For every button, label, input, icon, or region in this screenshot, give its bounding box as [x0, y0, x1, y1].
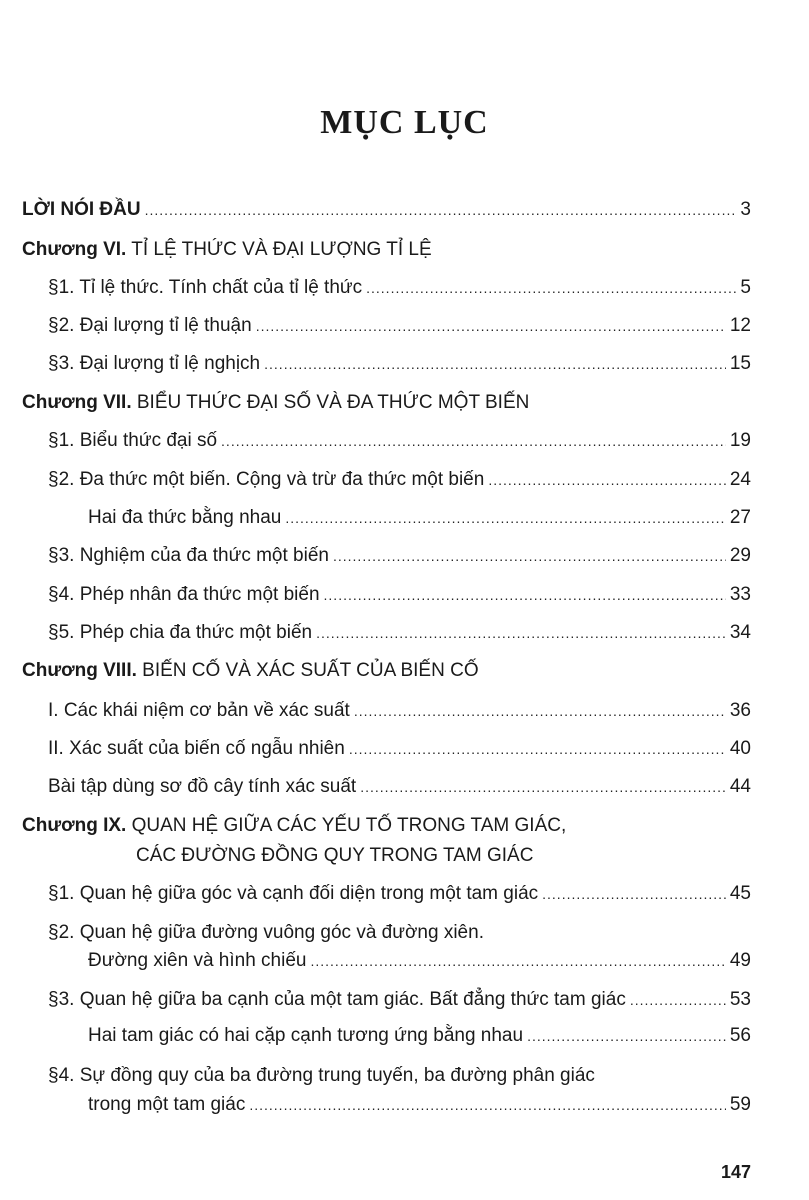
toc-row[interactable] [48, 775, 751, 799]
toc-page: 5 [740, 277, 751, 298]
toc-label: trong một tam giác [88, 1094, 246, 1115]
page-title: MỤC LỤC [320, 104, 489, 141]
dot-leader [264, 352, 726, 376]
page-number: 147 [720, 1162, 751, 1182]
toc-page: 24 [729, 469, 751, 490]
toc-row[interactable] [48, 699, 751, 723]
dot-leader [310, 949, 725, 973]
chapter-title-continued: CÁC ĐƯỜNG ĐỒNG QUY TRONG TAM GIÁC [136, 845, 534, 866]
toc-label: Hai đa thức bằng nhau [88, 507, 282, 528]
toc-row[interactable] [48, 882, 751, 906]
toc-label: §1. Biểu thức đại số [48, 430, 218, 451]
toc-row[interactable] [48, 314, 751, 338]
toc-page: 19 [729, 430, 751, 451]
toc-row[interactable] [48, 276, 751, 300]
toc-page: 34 [729, 622, 751, 643]
toc-page: 3 [740, 199, 751, 220]
toc-page: 15 [729, 353, 751, 374]
toc-row[interactable] [88, 949, 751, 973]
dot-leader [349, 737, 726, 761]
toc-page: 33 [729, 584, 751, 605]
toc-row[interactable] [48, 544, 751, 568]
toc-page: 12 [729, 315, 751, 336]
toc-page: 40 [729, 738, 751, 759]
chapter-title: TỈ LỆ THỨC VÀ ĐẠI LƯỢNG TỈ LỆ [131, 239, 432, 260]
chapter-heading-8 [22, 659, 479, 683]
toc-label: Đường xiên và hình chiếu [88, 950, 307, 971]
toc-row[interactable] [48, 988, 751, 1012]
chapter-title: BIẾN CỐ VÀ XÁC SUẤT CỦA BIẾN CỐ [142, 660, 479, 681]
toc-label-line1: §2. Quan hệ giữa đường vuông góc và đường xiên. [48, 922, 484, 943]
chapter-heading-6 [22, 238, 432, 262]
toc-label: §3. Quan hệ giữa ba cạnh của một tam giác. Bất đẳng thức tam giác [48, 989, 626, 1010]
toc-row[interactable] [48, 352, 751, 376]
toc-row[interactable] [48, 621, 751, 645]
toc-label: §5. Phép chia đa thức một biến [48, 622, 313, 643]
toc-page: 44 [729, 776, 751, 797]
dot-leader [527, 1024, 726, 1048]
toc-page: 45 [729, 883, 751, 904]
toc-row[interactable] [48, 737, 751, 761]
toc-label: Bài tập dùng sơ đồ cây tính xác suất [48, 776, 357, 797]
toc-label-line1: §4. Sự đồng quy của ba đường trung tuyến, ba đường phân giác [48, 1065, 595, 1086]
dot-leader [256, 314, 726, 338]
toc-label: §2. Đại lượng tỉ lệ thuận [48, 315, 252, 336]
dot-leader [221, 429, 726, 453]
toc-page: 49 [729, 950, 751, 971]
toc-label: Hai tam giác có hai cặp cạnh tương ứng bằng nhau [88, 1025, 524, 1046]
dot-leader [354, 699, 726, 723]
toc-label: §3. Đại lượng tỉ lệ nghịch [48, 353, 261, 374]
dot-leader [488, 468, 726, 492]
toc-page: 53 [729, 989, 751, 1010]
dot-leader [333, 544, 726, 568]
dot-leader [366, 276, 736, 300]
chapter-title: QUAN HỆ GIỮA CÁC YẾU TỐ TRONG TAM GIÁC, [131, 815, 567, 836]
toc-label: §3. Nghiệm của đa thức một biến [48, 545, 329, 566]
toc-row[interactable] [48, 583, 751, 607]
toc-row-preface[interactable] [22, 198, 751, 222]
chapter-title: BIỂU THỨC ĐẠI SỐ VÀ ĐA THỨC MỘT BIẾN [136, 392, 530, 413]
toc-page: 27 [729, 507, 751, 528]
toc-label: §1. Quan hệ giữa góc và cạnh đối diện trong một tam giác [48, 883, 539, 904]
toc-label: §2. Đa thức một biến. Cộng và trừ đa thức một biến [48, 469, 485, 490]
toc-row[interactable] [48, 468, 751, 492]
chapter-prefix: Chương VII. [22, 392, 132, 413]
dot-leader [324, 583, 726, 607]
toc-row[interactable] [88, 1093, 751, 1117]
toc-label: §1. Tỉ lệ thức. Tính chất của tỉ lệ thức [48, 277, 363, 298]
toc-row[interactable] [48, 429, 751, 453]
chapter-prefix: Chương IX. [22, 815, 127, 836]
dot-leader [316, 621, 726, 645]
toc-page: 56 [729, 1025, 751, 1046]
toc-row[interactable] [88, 506, 751, 530]
toc-page: 59 [729, 1094, 751, 1115]
chapter-prefix: Chương VI. [22, 239, 127, 260]
dot-leader [360, 775, 726, 799]
chapter-heading-7 [22, 391, 529, 415]
dot-leader [249, 1093, 726, 1117]
dot-leader [630, 988, 726, 1012]
toc-page: 29 [729, 545, 751, 566]
chapter-prefix: Chương VIII. [22, 660, 137, 681]
toc-label: §4. Phép nhân đa thức một biến [48, 584, 320, 605]
toc-label: II. Xác suất của biến cố ngẫu nhiên [48, 738, 345, 759]
dot-leader [145, 198, 737, 222]
toc-label: I. Các khái niệm cơ bản về xác suất [48, 700, 350, 721]
dot-leader [542, 882, 726, 906]
toc-page: 36 [729, 700, 751, 721]
toc-row[interactable] [88, 1024, 751, 1048]
toc-label: LỜI NÓI ĐẦU [22, 199, 141, 220]
chapter-heading-9 [22, 814, 566, 838]
dot-leader [285, 506, 726, 530]
